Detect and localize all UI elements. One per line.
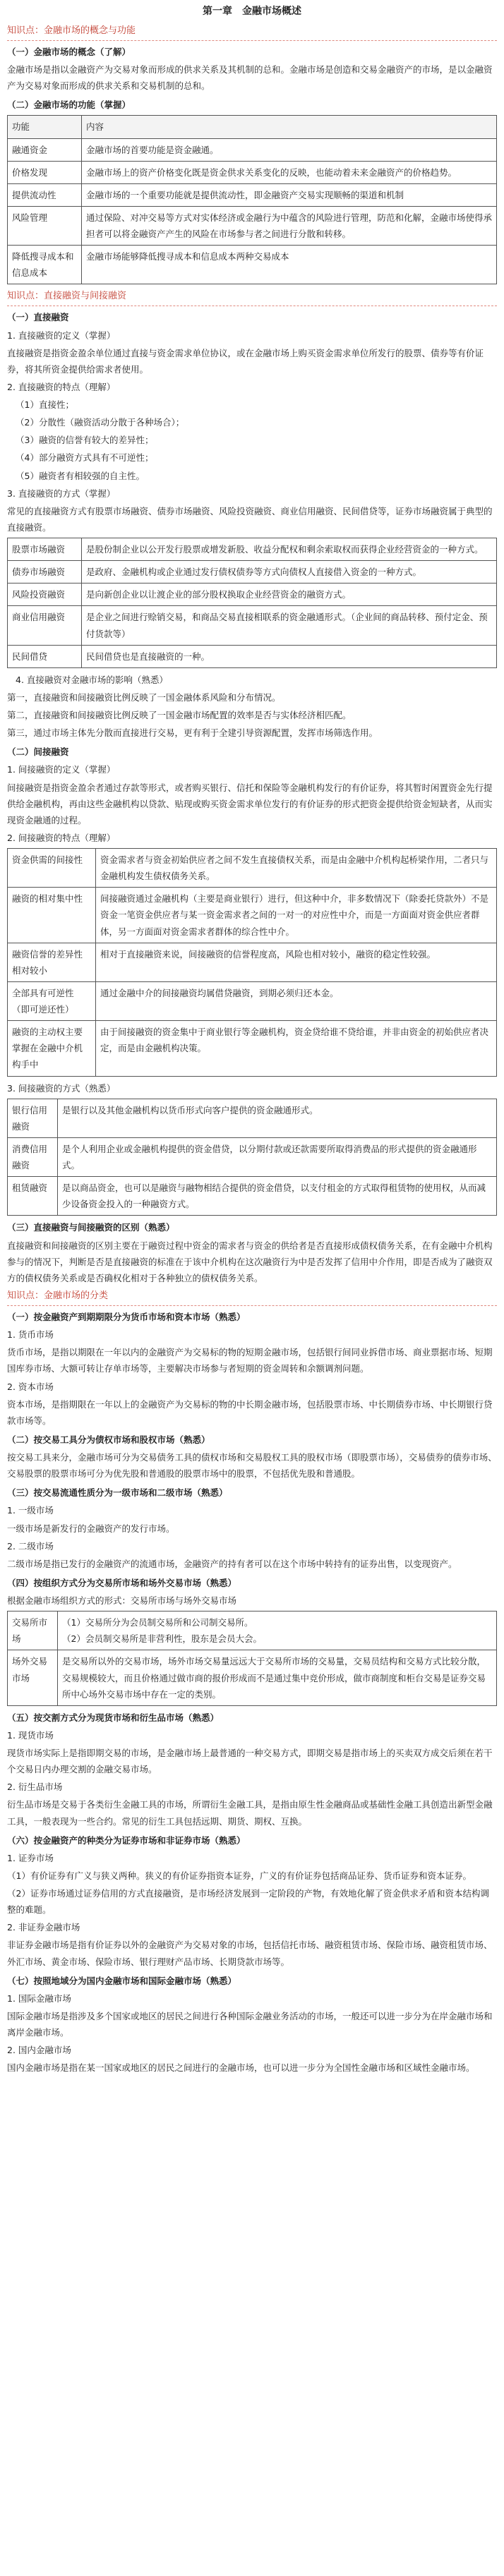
table-cell: 资金供需的间接性	[8, 849, 96, 888]
direct-methods-text: 常见的直接融资方式有股票市场融资、债券市场融资、风险投资融资、商业信用融资、民间借贷等，证券市场融资属于典型的直接融资。	[7, 505, 493, 533]
derivatives-market-subheading: 2. 衍生品市场	[7, 1782, 63, 1793]
market-class-1-heading: （一）按金融资产到期期限分为货币市场和资本市场（熟悉）	[7, 1312, 246, 1323]
table-row	[8, 138, 497, 161]
spot-market-text: 现货市场实际上是指即期交易的市场，是金融市场上最普通的一种交易方式，即期交易是指市场上的买卖双方成交后须在若干个交易日内办理交割的金融交易市场。	[7, 1748, 493, 1775]
table-row	[8, 561, 497, 583]
table-cell: （1）交易所分为会员制交易所和公司制交易所。 （2）会员制交易所是非营利性，股东是会员大会。	[58, 1611, 497, 1650]
table-header-row	[8, 116, 497, 138]
table-cell: 融通资金	[8, 138, 82, 161]
list-item: （2）分散性（融资活动分散于各种场合）；	[16, 417, 185, 428]
market-class-6-heading: （六）按金融资产的种类分为证券市场和非证券市场（熟悉）	[7, 1834, 246, 1846]
table-cell: 是银行以及其他金融机构以货币形式向客户提供的资金融通形式。	[58, 1099, 497, 1137]
market-class-4-heading: （四）按组织方式分为交易所市场和场外交易市场（熟悉）	[7, 1577, 237, 1588]
indirect-def-subheading: 1. 间接融资的定义（掌握）	[7, 764, 116, 775]
table-cell: 民间借贷也是直接融资的一种。	[82, 645, 497, 667]
table-row	[8, 1021, 497, 1076]
section-concept-text: 金融市场是指以金融资产为交易对象而形成的供求关系及其机制的总和。金融市场是创造和交易金融资产的市场，是以金融资产为交易对象而形成的供求关系和交易机制的总和。	[7, 64, 493, 92]
table-cell: 场外交易市场	[8, 1650, 58, 1705]
knowledge-point-2: 知识点：直接融资与间接融资	[7, 288, 497, 306]
direct-finance-heading: （一）直接融资	[7, 312, 69, 323]
table-cell: 通过保险、对冲交易等方式对实体经济或金融行为中蕴含的风险进行管理，防范和化解，金融市场使得承担者可以将金融资产产生的风险在市场参与者之间进行分散和转移。	[82, 206, 497, 245]
section-concept-heading: （一）金融市场的概念（了解）	[7, 46, 131, 57]
list-item: （3）融资的信誉有较大的差异性；	[16, 435, 154, 446]
direct-methods-subheading: 3. 直接融资的方式（掌握）	[7, 488, 116, 499]
market-class-3-heading: （三）按交易流通性质分为一级市场和二级市场（熟悉）	[7, 1487, 228, 1499]
table-cell: 是以商品资金，也可以是融资与融物相结合提供的资金借贷，以支付租金的方式取得租赁物的使用权，从而减少设备资金投入的一种融资方式。	[58, 1177, 497, 1216]
table-cell: 消费信用融资	[8, 1137, 58, 1176]
table-cell: 融资的主动权主要掌握在金融中介机构手中	[8, 1021, 96, 1076]
money-market-subheading: 1. 货币市场	[7, 1329, 54, 1341]
direct-def-subheading: 1. 直接融资的定义（掌握）	[7, 329, 116, 341]
market-class-4-text: 根据金融市场组织方式的形式：交易所市场与场外交易市场	[7, 1595, 237, 1607]
table-cell: 民间借贷	[8, 645, 82, 667]
direct-features-subheading: 2. 直接融资的特点（理解）	[7, 381, 116, 392]
impact-item: 第二，直接融资和间接融资比例反映了一国金融市场配置的效率是否与实体经济相匹配。	[7, 710, 352, 721]
difference-text: 直接融资和间接融资的区别主要在于融资过程中资金的需求者与资金的供给者是否直接形成债权债务关系，在有金融中介机构参与的情况下，判断是否是直接融资的标准在于该中介机构在这次融资行为中是否发挥了信用中介作用，即是否成为了融资双方的债权债务关系或是否确权化相对于各种独立的债权债务关系。	[7, 1240, 493, 1283]
table-row	[8, 183, 497, 206]
indirect-methods-table	[7, 1099, 497, 1216]
market-class-7-heading: （七）按照地域分为国内金融市场和国际金融市场（熟悉）	[7, 1975, 237, 1986]
secondary-market-subheading: 2. 二级市场	[7, 1540, 54, 1552]
table-cell: 资金需求者与资金初始供应者之间不发生直接债权关系，而是由金融中介机构起桥梁作用，二者只与金融机构发生债权债务关系。	[96, 849, 497, 888]
spot-market-subheading: 1. 现货市场	[7, 1729, 54, 1741]
market-class-2-text: 按交易工具来分，金融市场可分为交易债务工具的债权市场和交易股权工具的股权市场（即股票市场），交易债券的债券市场、交易股票的股票市场可分为优先股和普通股的股票市场中的股票，不包括优先股和普通股。	[7, 1452, 497, 1480]
non-securities-text: 非证券金融市场是指有价证券以外的金融资产为交易对象的市场，包括信托市场、融资租赁市场、保险市场、融资租赁市场、外汇市场、黄金市场、保险市场、银行理财产品市场、长期贷款市场等。	[7, 1940, 493, 1967]
table-row	[8, 1177, 497, 1216]
difference-heading: （三）直接融资与间接融资的区别（熟悉）	[7, 1222, 175, 1233]
table-cell: 金融市场的首要功能是资金融通。	[82, 138, 497, 161]
table-cell: 相对于直接融资来说，间接融资的信誉程度高，风险也相对较小，融资的稳定性较强。	[96, 943, 497, 981]
international-market-text: 国际金融市场是指涉及多个国家或地区的居民之间进行各种国际金融业务活动的市场，一般还可以进一步分为在岸金融市场和离岸金融市场。	[7, 2010, 493, 2038]
table-cell: 全部具有可逆性（即可逆还性）	[8, 981, 96, 1020]
table-row	[8, 1611, 497, 1650]
table-row	[8, 1137, 497, 1176]
table-cell: 金融市场上的资产价格变化既是资金供求关系变化的反映，也能动着未来金融资产的价格趋势。	[82, 161, 497, 183]
table-cell: 商业信用融资	[8, 606, 82, 645]
table-cell: 金融市场能够降低搜寻成本和信息成本两种交易成本	[82, 246, 497, 284]
indirect-methods-subheading: 3. 间接融资的方式（熟悉）	[7, 1082, 116, 1094]
table-row	[8, 538, 497, 561]
impact-item: 第一，直接融资和间接融资比例反映了一国金融体系风险和分布情况。	[7, 691, 281, 703]
chapter-title: 第一章 金融市场概述	[203, 6, 301, 17]
table-row	[8, 206, 497, 245]
list-item: （5）融资者有相较强的自主性。	[16, 470, 145, 481]
table-cell: 租赁融资	[8, 1177, 58, 1216]
list-item: （4）部分融资方式具有不可逆性；	[16, 452, 154, 464]
market-class-5-heading: （五）按交割方式分为现货市场和衍生品市场（熟悉）	[7, 1712, 220, 1723]
table-header-cell: 内容	[82, 116, 497, 138]
table-row	[8, 246, 497, 284]
table-row	[8, 1099, 497, 1137]
table-header-cell: 功能	[8, 116, 82, 138]
list-item: （1）直接性；	[16, 399, 74, 411]
table-cell: 提供流动性	[8, 183, 82, 206]
capital-market-text: 资本市场，是指期限在一年以上的金融资产为交易标的物的中长期金融市场，包括股票市场、中长期债券市场、中长期银行贷款市场等。	[7, 1398, 493, 1426]
table-cell: 是向新创企业以让渡企业的部分股权换取企业经营资金的融资方式。	[82, 583, 497, 606]
table-cell: 降低搜寻成本和信息成本	[8, 246, 82, 284]
table-cell: 融资的相对集中性	[8, 888, 96, 943]
derivatives-market-text: 衍生品市场是交易于各类衍生金融工具的市场，所谓衍生金融工具，是指由原生性金融商品或基础性金融工具创造出新型金融工具，一般表现为一些合约。常见的衍生工具包括远期、期货、期权、互换。	[7, 1799, 493, 1827]
secondary-market-text: 二级市场是指已发行的金融资产的流通市场，金融资产的持有者可以在这个市场中转持有的证券出售，以变现资产。	[7, 1558, 457, 1569]
table-cell: 风险管理	[8, 206, 82, 245]
primary-market-text: 一级市场是新发行的金融资产的发行市场。	[7, 1523, 175, 1534]
table-cell: 交易所市场	[8, 1611, 58, 1650]
table-row	[8, 849, 497, 888]
domestic-market-subheading: 2. 国内金融市场	[7, 2045, 71, 2056]
indirect-def-text: 间接融资是指资金盈余者通过存款等形式，或者购买银行、信托和保险等金融机构发行的有价证券，将其暂时闲置资金先行提供给金融机构，再由这些金融机构以贷款、贴现或购买资金需求单位发行的有价证券的形式把资金提供给资金短缺者，从而实现资金融通的过程。	[7, 782, 493, 826]
table-cell: 由于间接融资的资金集中于商业银行等金融机构，资金贷给谁不贷给谁，并非由资金的初始供应者决定，而是由金融机构决策。	[96, 1021, 497, 1076]
table-cell: 通过金融中介的间接融资均属借贷融资，到期必须归还本金。	[96, 981, 497, 1020]
table-row	[8, 645, 497, 667]
securities-market-text-1: （1）有价证券有广义与狭义两种。狭义的有价证券指资本证券，广义的有价证券包括商品证券、货币证券和资本证券。	[7, 1870, 472, 1881]
table-cell: 是政府、金融机构或企业通过发行债权债券等方式向债权人直接借入资金的一种方式。	[82, 561, 497, 583]
table-cell: 是交易所以外的交易市场，场外市场交易量远远大于交易所市场的交易量，交易员结构和交易方式比较分散，交易规模较大，而且价格通过做市商的报价形成而不是通过集中竞价形成，做市商制度和柜台交易是证券交易所中心场外交易市场中存在一定的类别。	[58, 1650, 497, 1705]
market-class-2-heading: （二）按交易工具分为债权市场和股权市场（熟悉）	[7, 1434, 210, 1445]
direct-def-text: 直接融资是指资金盈余单位通过直接与资金需求单位协议，或在金融市场上购买资金需求单位所发行的股票、债券等有价证券，将其所资金提供给需求者使用。	[7, 347, 484, 375]
table-row	[8, 161, 497, 183]
table-row	[8, 606, 497, 645]
impact-item: 第三，通过市场主体先分散而直接进行交易，更有利于全建引导资源配置，发挥市场筛选作用。	[7, 727, 378, 739]
function-table	[7, 115, 497, 284]
securities-market-text-2: （2）证券市场通过证券信用的方式直接融资，是市场经济发展到一定阶段的产物，有效地化解了资金供求矛盾和资本结构调整的难题。	[7, 1888, 489, 1916]
domestic-market-text: 国内金融市场是指在某一国家或地区的居民之间进行的金融市场，也可以进一步分为全国性金融市场和区域性金融市场。	[7, 2062, 475, 2074]
table-cell: 是个人利用企业或金融机构提供的资金借贷，以分期付款或还款需要所取得消费品的形式提供的资金融通形式。	[58, 1137, 497, 1176]
money-market-text: 货币市场，是指以期限在一年以内的金融资产为交易标的物的短期金融市场，包括银行间同业拆借市场、商业票据市场、短期国库券市场、大额可转让存单市场等，主要解决市场参与者短期的资金周转和余额调剂问题。	[7, 1347, 493, 1374]
table-row	[8, 888, 497, 943]
section-function-heading: （二）金融市场的功能（掌握）	[7, 99, 131, 111]
knowledge-point-1: 知识点：金融市场的概念与功能	[7, 23, 497, 41]
table-cell: 股票市场融资	[8, 538, 82, 561]
securities-market-subheading: 1. 证券市场	[7, 1852, 54, 1863]
table-row	[8, 981, 497, 1020]
primary-market-subheading: 1. 一级市场	[7, 1505, 54, 1516]
table-cell: 融资信誉的差异性相对较小	[8, 943, 96, 981]
table-cell: 银行信用融资	[8, 1099, 58, 1137]
direct-impact-subheading: 4. 直接融资对金融市场的影响（熟悉）	[16, 674, 168, 685]
table-cell: 债券市场融资	[8, 561, 82, 583]
table-cell: 是企业之间进行赊销交易，和商品交易直接相联系的资金融通形式。（企业间的商品转移、预付定金、预付货款等）	[82, 606, 497, 645]
table-row	[8, 943, 497, 981]
table-cell: 金融市场的一个重要功能就是提供流动性，即金融资产交易实现顺畅的渠道和机制	[82, 183, 497, 206]
indirect-features-subheading: 2. 间接融资的特点（理解）	[7, 832, 116, 843]
table-cell: 间接融资通过金融机构（主要是商业银行）进行，但这种中介，非多数情况下（除委托贷款外）不是资金一笔资金供应者与某一资金需求者之间的一对一的对应性中介，而是一方面面对资金供应者群体，另一方面面对资金需求者群体的综合性中介。	[96, 888, 497, 943]
table-row	[8, 583, 497, 606]
table-cell: 风险投资融资	[8, 583, 82, 606]
exchange-otc-table	[7, 1611, 497, 1706]
direct-methods-table	[7, 538, 497, 668]
table-row	[8, 1650, 497, 1705]
knowledge-point-3: 知识点：金融市场的分类	[7, 1288, 497, 1306]
table-cell: 价格发现	[8, 161, 82, 183]
capital-market-subheading: 2. 资本市场	[7, 1381, 54, 1392]
indirect-finance-heading: （二）间接融资	[7, 746, 69, 758]
international-market-subheading: 1. 国际金融市场	[7, 1993, 71, 2004]
indirect-features-table	[7, 848, 497, 1077]
non-securities-subheading: 2. 非证券金融市场	[7, 1922, 80, 1933]
table-cell: 是股份制企业以公开发行股票或增发新股、收益分配权和剩余索取权而获得企业经营资金的一种方式。	[82, 538, 497, 561]
